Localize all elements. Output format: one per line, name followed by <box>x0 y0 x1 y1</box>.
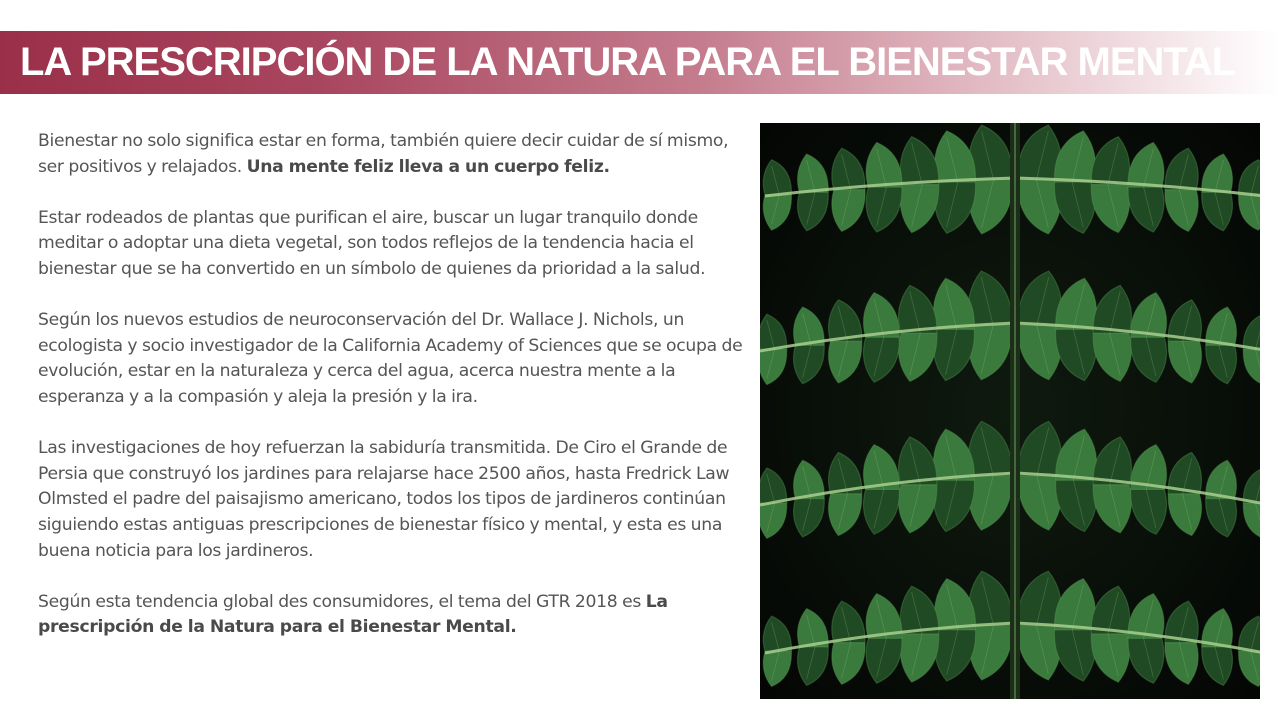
paragraph-3 <box>38 308 754 410</box>
paragraph-3-text: Según los nuevos estudios de neuroconservación del Dr. Wallace J. Nichols, un ecologista y socio investigador de la California Academy of Sciences que se ocupa de evolución, estar en la naturaleza y cerca del agua, acerca nuestra mente a la esperanza y a la compasión y aleja la presión y la ira. <box>38 310 743 407</box>
body-text <box>38 129 754 666</box>
paragraph-1 <box>38 129 754 180</box>
paragraph-5 <box>38 590 754 641</box>
paragraph-2-text: Estar rodeados de plantas que purifican el aire, buscar un lugar tranquilo donde meditar o adoptar una dieta vegetal, son todos reflejos de la tendencia hacia el bienestar que se ha convertido en un símbolo de quienes da prioridad a la salud. <box>38 207 706 279</box>
paragraph-4-text: Las investigaciones de hoy refuerzan la sabiduría transmitida. De Ciro el Grande de Persia que construyó los jardines para relajarse hace 2500 años, hasta Fredrick Law Olmsted el padre del paisajismo americano, todos los tipos de jardineros continúan siguiendo estas antiguas prescripciones de bienestar físico y mental, y esta es una buena noticia para los jardineros. <box>38 438 730 561</box>
paragraph-2 <box>38 206 754 283</box>
slide-title: LA PRESCRIPCIÓN DE LA NATURA PARA EL BIENESTAR MENTAL <box>20 40 1236 84</box>
paragraph-1-text: Bienestar no solo significa estar en forma, también quiere decir cuidar de sí mismo, ser positivos y relajados. <box>38 131 729 177</box>
paragraph-5-text: Según esta tendencia global des consumidores, el tema del GTR 2018 es <box>38 591 646 612</box>
fern-photo <box>760 123 1260 699</box>
fern-illustration <box>760 123 1260 699</box>
paragraph-4 <box>38 436 754 564</box>
paragraph-1-emphasis: Una mente feliz lleva a un cuerpo feliz. <box>246 156 610 177</box>
paragraph-5-emphasis: La prescripción de la Natura para el Bienestar Mental. <box>38 591 668 638</box>
